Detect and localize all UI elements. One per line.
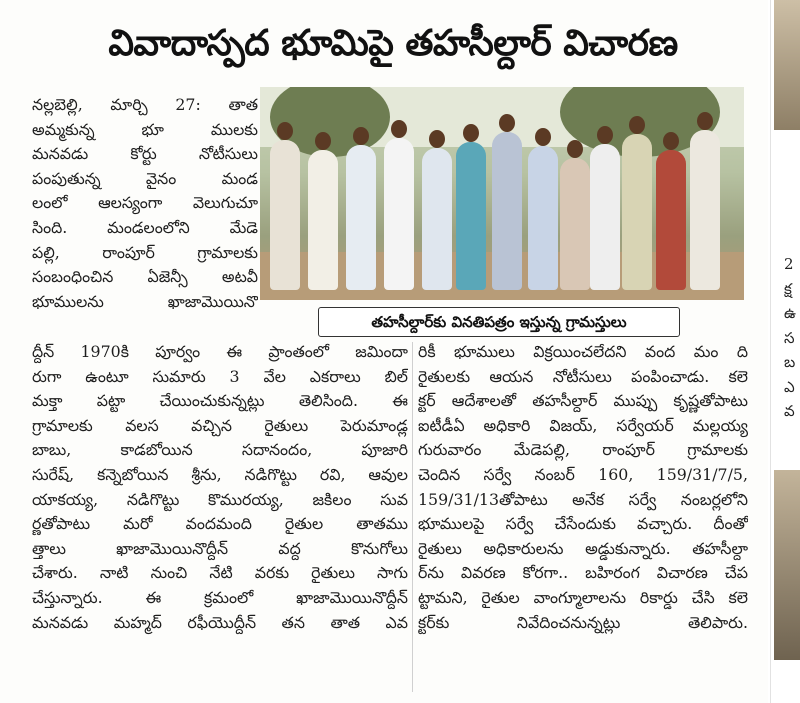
text-line: గురువారం మేడెపల్లి, రాంపూర్ గ్రామాలకు: [418, 440, 748, 460]
intro-column: [32, 93, 258, 314]
text-line: రైతులకు ఆయన నోటీసులు పంపించాడు. కలె: [418, 366, 748, 386]
text-line: 159/31/13తోపాటు అనేక సర్వే నంబర్లలోని: [418, 489, 748, 509]
news-photo: [260, 87, 744, 300]
text-line: ఐటీడీఏ అధికారి విజయ్, సర్వేయర్ మల్లయ్య: [418, 415, 748, 435]
person-figure: [384, 138, 414, 290]
adjacent-photo: [774, 0, 800, 130]
text-line: ద్దీన్ 1970కి పూర్వం ఈ ప్రాంతంలో జమిందా: [32, 342, 408, 361]
text-line: ఎ: [784, 377, 795, 396]
text-line: క్ష: [784, 279, 792, 298]
adjacent-article-text: [784, 252, 800, 424]
text-line: ట్టామని, రైతుల వాంగ్మూలాలను రికార్డు చేసి కలె: [418, 587, 748, 607]
text-line: క్టర్‌కు నివేదించనున్నట్లు తెలిపారు.: [418, 612, 748, 632]
person-figure: [422, 148, 452, 290]
text-line: రికీ భూములు విక్రయించలేదని వంద మం ది: [418, 342, 748, 361]
text-line: లంలో ఆలస్యంగా వెలుగుచూ: [32, 193, 258, 213]
text-line: త్తాలు ఖాజామొయినొద్దీన్ వద్ద కొనుగోలు: [32, 538, 408, 558]
text-line: చేస్తున్నారు. ఈ క్రమంలో ఖాజామొయినొద్దీన్: [32, 587, 408, 607]
person-figure: [308, 150, 338, 290]
headline: వివాదాస్పద భూమిపై తహసీల్దార్ విచారణ: [108, 23, 678, 64]
article-column-left: [32, 340, 408, 635]
text-line: వ: [784, 402, 795, 420]
text-line: క్టర్ ఆదేశాలతో తహసీల్దార్ ముప్పు కృష్ణతోపాటు: [418, 391, 748, 411]
text-line: ర్ణతోపాటు మరో వందమంది రైతుల తాతము: [32, 514, 408, 534]
text-line: మక్తా పట్టా చేయించుకున్నట్లు తెలిసింది. ఈ: [32, 391, 408, 411]
text-line: సింది. మండలంలోని మేడె: [32, 217, 258, 237]
text-line: భూములపై సర్వే చేసేందుకు వచ్చారు. దీంతో: [418, 514, 748, 534]
person-figure: [346, 145, 376, 290]
text-line: రుగా ఉంటూ సుమారు 3 వేల ఎకరాలు బిల్: [32, 366, 408, 386]
text-line: రైతులు అధికారులను అడ్డుకున్నారు. తహసీల్దా: [418, 538, 748, 558]
text-line: పంపుతున్న వైనం మండ: [32, 168, 258, 188]
person-figure: [690, 130, 720, 290]
adjacent-photo: [774, 470, 800, 660]
text-line: నల్లబెల్లి, మార్చి 27: తాత: [32, 95, 258, 114]
text-line: మనవడు మహ్మద్ రఫీయొద్దీన్ తన తాత ఎవ: [32, 612, 408, 632]
text-line: సంబంధించిన ఏజెన్సీ అటవీ: [32, 267, 258, 287]
text-line: గ్రామాలకు వలస వచ్చిన రైతులు పెరుమాండ్ల: [32, 415, 408, 435]
column-divider: [412, 342, 413, 692]
person-figure: [456, 142, 486, 290]
photo-caption: తహసీల్దార్‌కు వినతిపత్రం ఇస్తున్న గ్రామస్తులు: [318, 307, 680, 337]
person-figure: [590, 144, 620, 290]
person-figure: [560, 158, 590, 290]
text-line: బాబు, కాడబోయిన సదానందం, పూజారి: [32, 440, 408, 460]
text-line: ర్‌ను వివరణ కోరగా.. బహిరంగ విచారణ చేప: [418, 563, 748, 583]
text-line: స: [784, 328, 795, 347]
text-line: చేశారు. నాటి నుంచి నేటి వరకు రైతులు సాగు: [32, 563, 408, 583]
text-line: పల్లి, రాంపూర్ గ్రామాలకు: [32, 242, 258, 262]
text-line: ఉ: [784, 304, 796, 322]
text-line: భూములను ఖాజామొయినొ: [32, 291, 258, 311]
article-column-right: [418, 340, 748, 635]
person-figure: [656, 150, 686, 290]
text-line: మనవడు కోర్టు నోటీసులు: [32, 144, 258, 164]
text-line: చెందిన సర్వే నంబర్ 160, 159/31/7/5,: [418, 464, 748, 484]
person-figure: [528, 146, 558, 290]
person-figure: [270, 140, 300, 290]
person-figure: [492, 132, 522, 290]
text-line: 2: [784, 255, 794, 273]
text-line: యాకయ్య, నడిగొట్టు కొమురయ్య, జకిలం సువ: [32, 489, 408, 509]
text-line: అమ్మకున్న భూ ములకు: [32, 119, 258, 139]
text-line: సురేష్, కన్నెబోయిన శ్రీను, నడిగొట్టు రవి, ఆవుల: [32, 464, 408, 484]
text-line: బ: [784, 353, 796, 371]
person-figure: [622, 134, 652, 290]
